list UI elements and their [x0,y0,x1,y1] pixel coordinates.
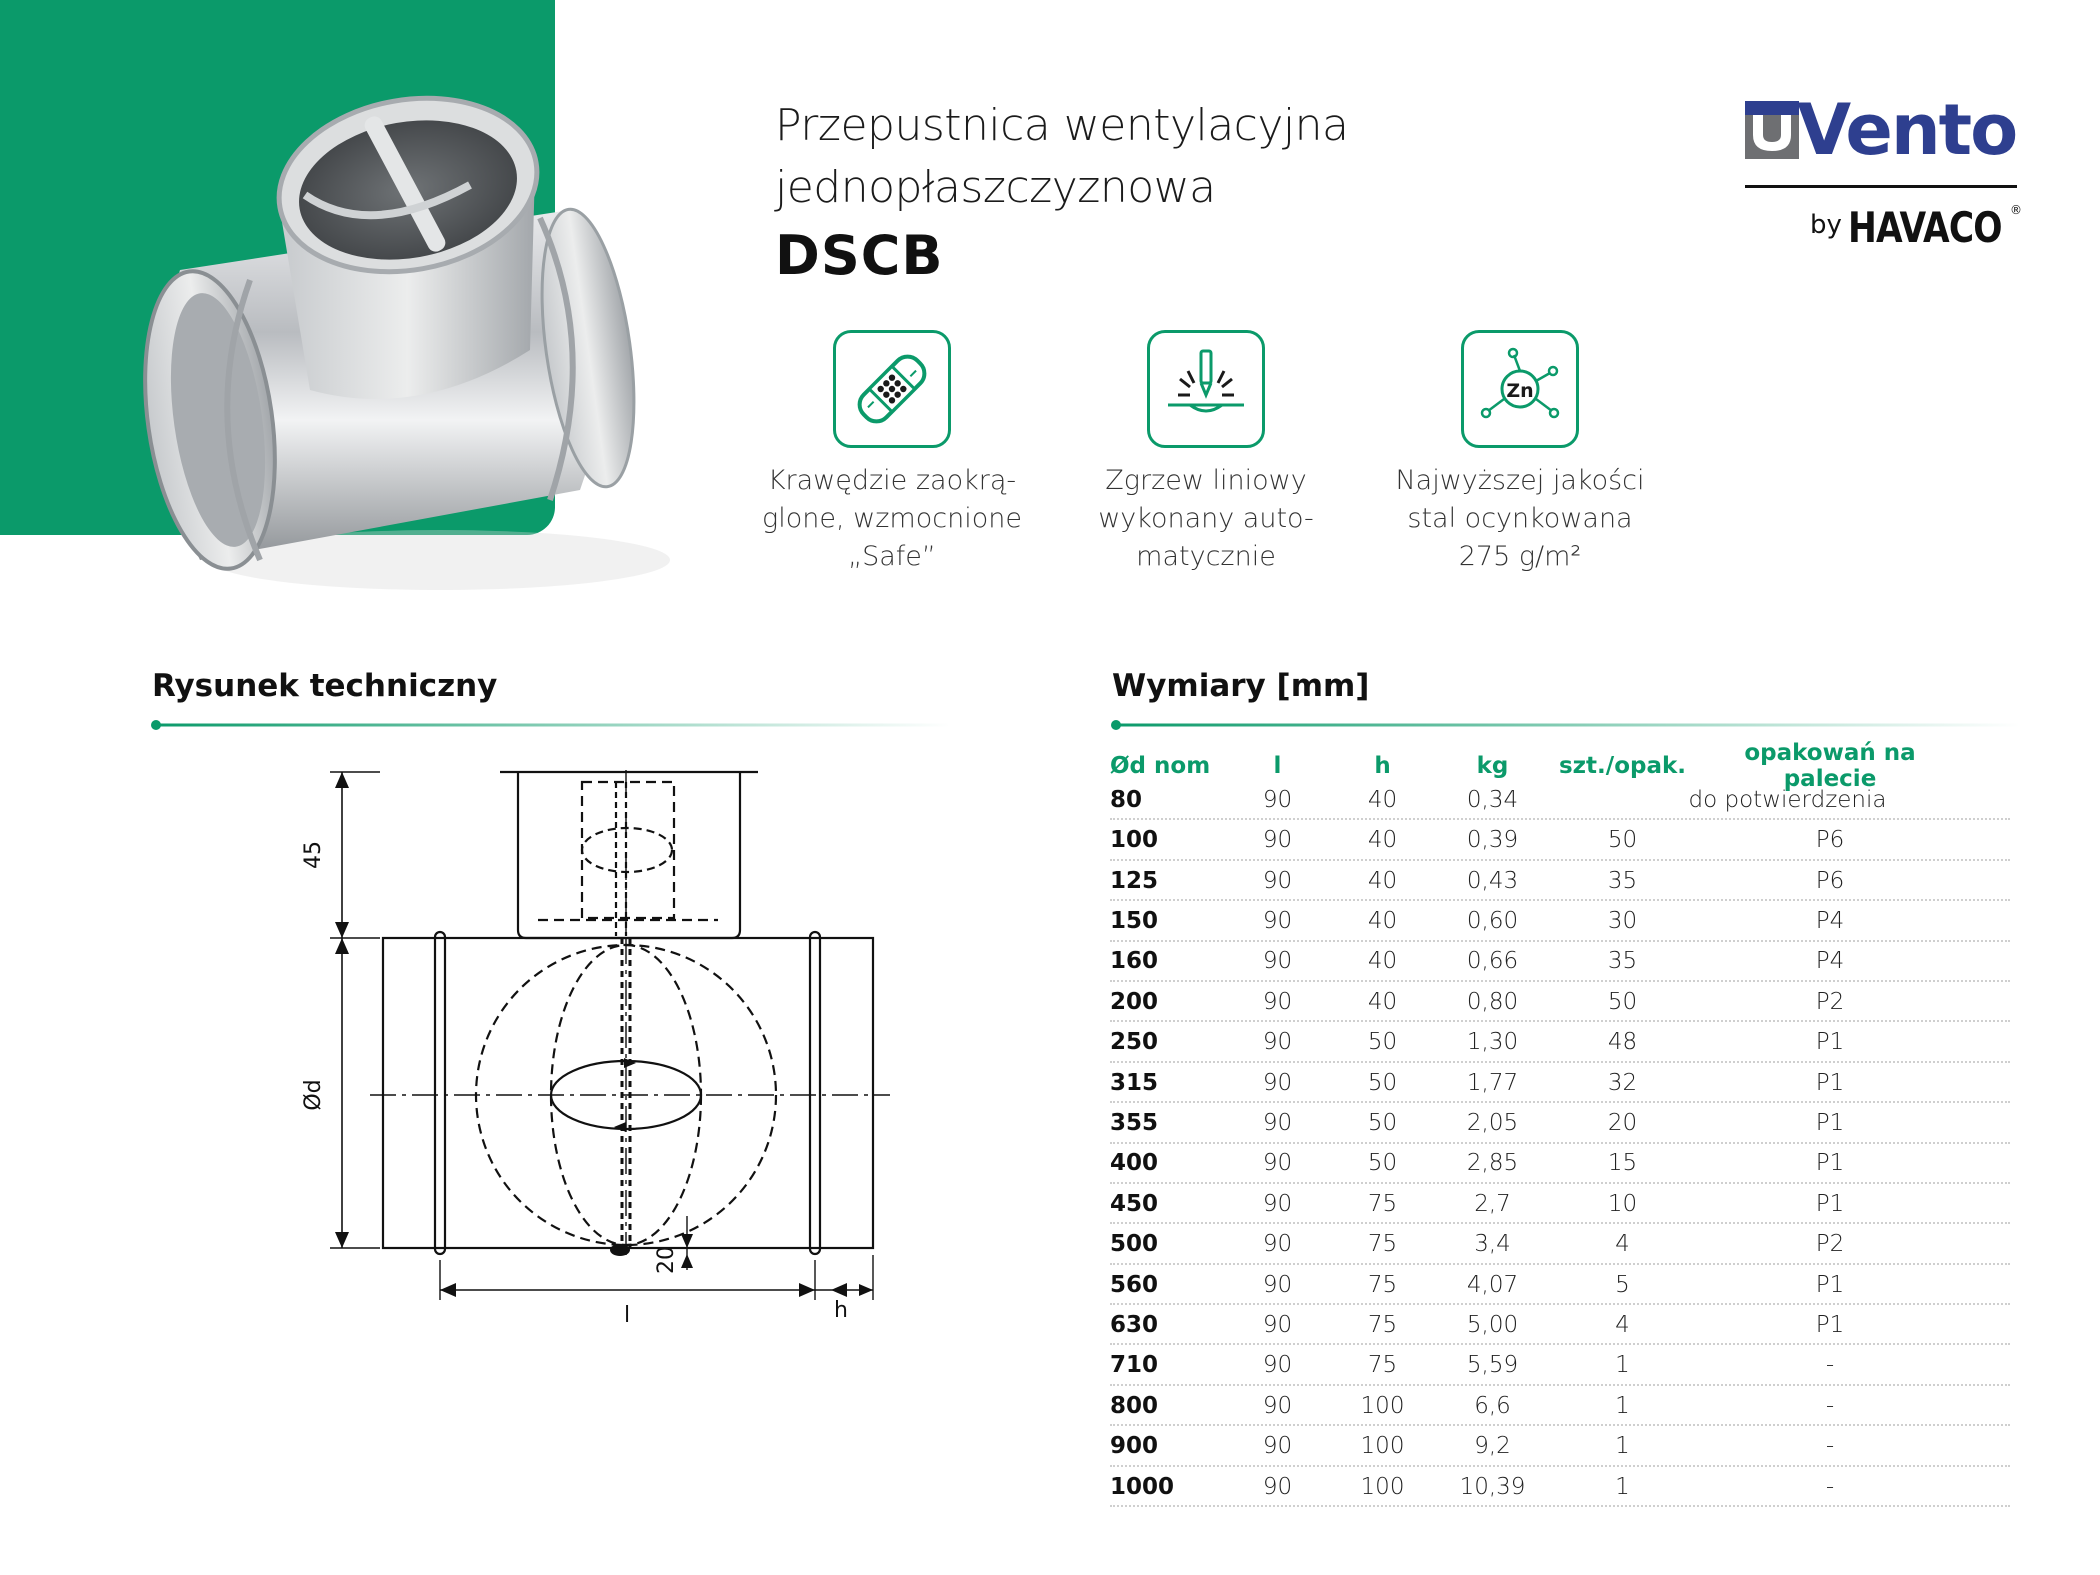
cell-pallet: P2 [1815,1231,1845,1258]
table-row [1110,1185,2010,1224]
table-row [1110,1266,2010,1305]
feature-line-weld [1076,330,1336,576]
cell-length: 90 [1262,908,1293,935]
cell-diameter: 1000 [1110,1473,1175,1500]
cell-length: 90 [1262,1069,1293,1096]
cell-length: 90 [1262,827,1293,854]
dim-label-top-height: 45 [301,841,326,869]
cell-height: 75 [1367,1311,1398,1338]
cell-pack: 10 [1607,1190,1638,1217]
cell-pack: 1 [1615,1392,1630,1419]
cell-length: 90 [1262,867,1293,894]
cell-pack: 50 [1607,827,1638,854]
cell-height: 40 [1367,908,1398,935]
vento-mark-icon [1745,101,1799,159]
cell-height: 75 [1367,1271,1398,1298]
cell-weight: 10,39 [1459,1473,1526,1500]
dimensions-section-rule [1110,720,2020,730]
cell-pack: 4 [1615,1311,1630,1338]
cell-pack: 4 [1615,1231,1630,1258]
model-name: DSCB [775,224,944,287]
column-header: Ød nom [1110,753,1211,779]
cell-weight: 2,05 [1466,1110,1519,1137]
cell-diameter: 160 [1110,948,1159,975]
table-row [1110,1428,2010,1467]
cell-weight: 6,6 [1474,1392,1511,1419]
cell-pack: 15 [1607,1150,1638,1177]
logo-divider [1745,185,2017,188]
dim-label-diameter: Ød [301,1079,326,1111]
column-header: szt./opak. [1558,753,1687,779]
cell-diameter: 800 [1110,1392,1159,1419]
table-row [1110,781,2010,820]
cell-length: 90 [1262,786,1293,813]
cell-pack: 1 [1615,1433,1630,1460]
cell-diameter: 900 [1110,1433,1159,1460]
cell-pack: 48 [1607,1029,1638,1056]
column-header: opakowań na palecie [1744,740,1916,792]
cell-diameter: 560 [1110,1271,1159,1298]
welding-icon [1147,330,1265,448]
cell-length: 90 [1262,1190,1293,1217]
table-row [1110,1105,2010,1144]
cell-pallet: P1 [1815,1190,1845,1217]
cell-diameter: 100 [1110,827,1159,854]
cell-height: 100 [1360,1433,1405,1460]
cell-pallet: P1 [1815,1311,1845,1338]
cell-weight: 0,39 [1466,827,1519,854]
feature-caption: Krawędzie zaokrą- glone, wzmocnione „Safe” [762,465,1022,572]
table-row [1110,862,2010,901]
cell-diameter: 500 [1110,1231,1159,1258]
cell-weight: 0,80 [1466,988,1519,1015]
cell-diameter: 200 [1110,988,1159,1015]
cell-pallet: P1 [1815,1110,1845,1137]
dim-label-offset: 20 [654,1246,679,1274]
cell-height: 50 [1367,1150,1398,1177]
cell-weight: 0,66 [1466,948,1519,975]
cell-length: 90 [1262,1029,1293,1056]
cell-weight: 2,85 [1466,1150,1519,1177]
cell-height: 40 [1367,827,1398,854]
cell-diameter: 400 [1110,1150,1159,1177]
cell-pack: 35 [1607,948,1638,975]
cell-diameter: 710 [1110,1352,1159,1379]
cell-weight: 0,60 [1466,908,1519,935]
table-row [1110,1024,2010,1063]
dimensions-table [1110,740,2010,1507]
cell-diameter: 80 [1110,786,1143,813]
table-header-row [1110,740,2010,792]
logo-registered-mark: ® [2010,203,2022,217]
vento-havaco-logo [1745,89,2025,255]
title-line-2: jednopłaszczyznowa [775,162,1216,213]
cell-note: do potwierdzenia [1688,786,1887,813]
cell-pallet: P1 [1815,1150,1845,1177]
cell-height: 100 [1360,1473,1405,1500]
cell-length: 90 [1262,1110,1293,1137]
cell-pack: 35 [1607,867,1638,894]
cell-length: 90 [1262,1271,1293,1298]
cell-length: 90 [1262,988,1293,1015]
cell-diameter: 355 [1110,1110,1159,1137]
column-header: h [1374,753,1391,779]
table-row [1110,943,2010,982]
cell-height: 100 [1360,1392,1405,1419]
cell-pallet: P4 [1815,908,1845,935]
cell-weight: 5,59 [1466,1352,1519,1379]
cell-pallet: P4 [1815,948,1845,975]
table-row [1110,1306,2010,1345]
table-row [1110,1145,2010,1184]
column-header: kg [1476,753,1509,779]
cell-height: 40 [1367,948,1398,975]
cell-weight: 0,43 [1466,867,1519,894]
cell-weight: 9,2 [1474,1433,1511,1460]
cell-length: 90 [1262,1473,1293,1500]
cell-pack: 1 [1615,1352,1630,1379]
table-row [1110,903,2010,942]
product-photo [140,90,680,610]
cell-pallet: P6 [1815,867,1845,894]
table-row [1110,1226,2010,1265]
cell-pack: 5 [1615,1271,1630,1298]
cell-pallet: - [1825,1433,1835,1460]
cell-diameter: 125 [1110,867,1159,894]
cell-pack: 50 [1607,988,1638,1015]
zinc-icon [1461,330,1579,448]
cell-weight: 2,7 [1474,1190,1511,1217]
dimensions-section-title: Wymiary [mm] [1112,668,1370,704]
cell-length: 90 [1262,1311,1293,1338]
cell-height: 40 [1367,867,1398,894]
cell-diameter: 315 [1110,1069,1159,1096]
cell-pack: 20 [1607,1110,1638,1137]
cell-length: 90 [1262,1433,1293,1460]
cell-diameter: 630 [1110,1311,1159,1338]
cell-height: 50 [1367,1029,1398,1056]
cell-pallet: P2 [1815,988,1845,1015]
table-row [1110,822,2010,861]
cell-length: 90 [1262,1231,1293,1258]
drawing-section-rule [150,720,950,730]
dim-label-length: l [623,1303,631,1328]
cell-weight: 1,30 [1466,1029,1519,1056]
table-row [1110,983,2010,1022]
logo-by-text: by [1810,210,1842,240]
feature-zinc-steel [1390,330,1650,576]
logo-parent-text: HAVACO [1848,203,2002,252]
feature-caption: Zgrzew liniowy wykonany auto- matycznie [1098,465,1314,572]
title-line-1: Przepustnica wentylacyjna [775,100,1349,151]
cell-pack: 30 [1607,908,1638,935]
cell-length: 90 [1262,1352,1293,1379]
dim-label-height: h [834,1298,848,1323]
table-row [1110,1468,2010,1507]
cell-pallet: P6 [1815,827,1845,854]
cell-height: 50 [1367,1110,1398,1137]
bandage-icon [833,330,951,448]
feature-safe-edges [762,330,1022,576]
cell-length: 90 [1262,1392,1293,1419]
technical-drawing [280,760,910,1335]
cell-height: 75 [1367,1190,1398,1217]
cell-length: 90 [1262,948,1293,975]
table-row [1110,1387,2010,1426]
table-row [1110,1347,2010,1386]
cell-diameter: 150 [1110,908,1159,935]
cell-pallet: P1 [1815,1029,1845,1056]
cell-pallet: - [1825,1352,1835,1379]
cell-pallet: P1 [1815,1271,1845,1298]
cell-height: 40 [1367,988,1398,1015]
cell-weight: 1,77 [1466,1069,1519,1096]
cell-length: 90 [1262,1150,1293,1177]
feature-caption: Najwyższej jakości stal ocynkowana 275 g/m² [1395,465,1645,572]
logo-brand-text: Vento [1797,89,2017,171]
zinc-symbol-text: Zn [1506,380,1534,402]
cell-weight: 3,4 [1474,1231,1511,1258]
cell-diameter: 450 [1110,1190,1159,1217]
product-title-block [775,95,1349,287]
cell-weight: 4,07 [1466,1271,1519,1298]
cell-pallet: P1 [1815,1069,1845,1096]
drawing-section-title: Rysunek techniczny [152,668,498,704]
cell-weight: 0,34 [1466,786,1519,813]
column-header: l [1273,753,1282,779]
cell-pallet: - [1825,1392,1835,1419]
cell-diameter: 250 [1110,1029,1159,1056]
cell-height: 40 [1367,786,1398,813]
cell-pack: 32 [1607,1069,1638,1096]
cell-height: 50 [1367,1069,1398,1096]
table-row [1110,1064,2010,1103]
cell-height: 75 [1367,1352,1398,1379]
cell-pack: 1 [1615,1473,1630,1500]
cell-pallet: - [1825,1473,1835,1500]
cell-weight: 5,00 [1466,1311,1519,1338]
cell-height: 75 [1367,1231,1398,1258]
